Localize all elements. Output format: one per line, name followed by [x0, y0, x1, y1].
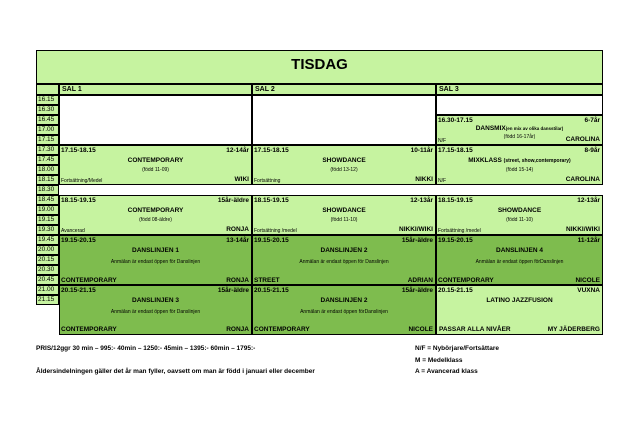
legend-a: A = Avancerad klass [415, 368, 478, 375]
class-sub: Anmälan är endast öppen för Danslinjen [299, 259, 389, 265]
class-sub: Anmälan är endast öppen för Danslinjen [110, 259, 201, 265]
class-age: VUXNA [577, 287, 600, 294]
class-sub: (född 13-12) [330, 167, 358, 173]
time-slot: 19.30 [36, 225, 59, 235]
time-slot: 19.00 [36, 205, 59, 215]
time-slot: 16.15 [36, 95, 59, 105]
class-card[interactable] [436, 235, 603, 285]
time-slot: 18.30 [36, 185, 59, 195]
class-time: 18.15-19.15 [438, 197, 473, 204]
class-name: DANSMIX(en mix av olika dansstilar) [475, 125, 564, 132]
class-age: 15år-äldre [401, 287, 433, 294]
class-name: SHOWDANCE [322, 157, 366, 164]
class-name: DANSLINJEN 2 [320, 247, 368, 254]
time-slot: 17.15 [36, 135, 59, 145]
time-slot: 20.00 [36, 245, 59, 255]
time-slot: 18.15 [36, 175, 59, 185]
class-name: DANSLINJEN 1 [132, 247, 179, 254]
time-slot: 18.45 [36, 195, 59, 205]
time-slot: 16.45 [36, 115, 59, 125]
class-teacher: NIKKI [415, 176, 433, 183]
class-level: Fortsättning /medel [254, 228, 297, 234]
class-name: DANSLINJEN 4 [496, 247, 543, 254]
time-slot: 18.00 [36, 165, 59, 175]
class-time: 20.15-21.15 [254, 287, 289, 294]
class-card[interactable] [436, 145, 603, 185]
class-age: 15år-äldre [401, 237, 433, 244]
class-card[interactable] [59, 195, 252, 235]
class-time: 18.15-19.15 [61, 197, 96, 204]
class-style: CONTEMPORARY [61, 326, 117, 333]
class-level: Fortsättning /medel [438, 228, 481, 234]
time-slot: 17.45 [36, 155, 59, 165]
class-time: 16.30-17.15 [438, 117, 473, 124]
class-sub: (född 15-14) [505, 167, 534, 173]
class-teacher: RONJA [226, 326, 249, 333]
class-name: MIXKLASS (street, show,contemporary) [468, 157, 571, 164]
sal-1-empty [59, 95, 252, 145]
sal-3-header: SAL 3 [436, 84, 603, 95]
class-name: DANSLINJEN 3 [132, 297, 179, 304]
class-teacher: CAROLINA [565, 136, 600, 143]
class-card[interactable] [252, 235, 436, 285]
class-age: 12-14år [226, 147, 249, 154]
class-name: LATINO JAZZFUSION [486, 297, 553, 304]
time-slot: 21.15 [36, 295, 59, 305]
class-sub: (född 16-17år) [503, 134, 536, 140]
class-time: 17.15-18.15 [254, 147, 289, 154]
class-card[interactable] [436, 115, 603, 145]
class-card[interactable] [252, 195, 436, 235]
class-style: CONTEMPORARY [61, 277, 117, 284]
class-style: STREET [254, 277, 280, 284]
class-sub: (född 11-09) [142, 167, 169, 173]
class-name: CONTEMPORARY [127, 207, 184, 214]
day-header [36, 50, 603, 84]
time-slot: 17.30 [36, 145, 59, 155]
class-style: CONTEMPORARY [254, 326, 310, 333]
class-age: 8-9år [584, 147, 600, 154]
class-time: 19.15-20.15 [438, 237, 473, 244]
class-level: N/F [438, 178, 447, 184]
page-title: TISDAG [291, 56, 348, 73]
class-card[interactable] [436, 285, 603, 335]
sal-corner [36, 84, 59, 95]
class-teacher: RONJA [226, 226, 249, 233]
class-name: SHOWDANCE [322, 207, 366, 214]
sal-3-empty [436, 95, 603, 115]
class-card[interactable] [59, 285, 252, 335]
class-level: Fortsättning/Medel [61, 178, 103, 184]
class-time: 20.15-21.15 [438, 287, 473, 294]
class-teacher: NICOLE [575, 277, 600, 284]
time-slot: 19.45 [36, 235, 59, 245]
class-teacher: ADRIAN [407, 277, 433, 284]
class-level: Fortsättning [254, 178, 281, 184]
class-time: 20.15-21.15 [61, 287, 96, 294]
class-teacher: NICOLE [408, 326, 433, 333]
class-age: 10-11år [410, 147, 433, 154]
class-teacher: CAROLINA [565, 176, 600, 183]
class-sub: (född 11-10) [330, 217, 358, 223]
class-level: Avancerad [61, 228, 85, 234]
sal-2-empty [252, 95, 436, 145]
time-slot: 20.30 [36, 265, 59, 275]
sal-1-header: SAL 1 [59, 84, 252, 95]
class-time: 18.15-19.15 [254, 197, 289, 204]
class-card[interactable] [59, 145, 252, 185]
class-teacher: NIKKI/WIKI [566, 226, 600, 233]
class-sub: Anmälan är endast öppen för Danslinjen [110, 309, 201, 315]
time-slot: 16.30 [36, 105, 59, 115]
legend-nf: N/F = Nybörjare/Fortsättare [415, 345, 499, 352]
time-slot: 17.00 [36, 125, 59, 135]
class-time: 17.15-18.15 [61, 147, 96, 154]
class-style: CONTEMPORARY [438, 277, 494, 284]
class-card[interactable] [436, 195, 603, 235]
class-card[interactable] [252, 285, 436, 335]
class-sub: (född 08-äldre) [139, 217, 172, 223]
class-teacher: RONJA [226, 277, 249, 284]
class-teacher: MY JÄDERBERG [547, 326, 600, 333]
class-age: 11-12år [577, 237, 600, 244]
class-card[interactable] [252, 145, 436, 185]
time-slot: 20.15 [36, 255, 59, 265]
class-teacher: NIKKI/WIKI [399, 226, 433, 233]
class-age: 13-14år [226, 237, 249, 244]
class-age: 15år-äldre [217, 197, 249, 204]
class-time: 19.15-20.15 [61, 237, 96, 244]
class-time: 19.15-20.15 [254, 237, 289, 244]
time-slot: 21.00 [36, 285, 59, 295]
class-card[interactable] [59, 235, 252, 285]
time-slot: 19.15 [36, 215, 59, 225]
class-sub: (född 11-10) [506, 217, 533, 223]
class-sub: Anmälan är endast öppen förDanslinjen [475, 259, 564, 265]
class-time: 17.15-18.15 [438, 147, 473, 154]
class-name: DANSLINJEN 2 [320, 297, 368, 304]
class-sub: Anmälan är endast öppen förDanslinjen [300, 309, 388, 315]
class-name: SHOWDANCE [497, 207, 542, 214]
class-age: 12-13år [577, 197, 600, 204]
class-age: 15år-äldre [217, 287, 249, 294]
legend-m: M = Medelklass [415, 357, 463, 364]
class-name: CONTEMPORARY [127, 157, 184, 164]
age-rule: Åldersindelningen gäller det år man fyller, oavsett om man är född i januari eller december [36, 368, 315, 375]
class-style: PASSAR ALLA NIVÅER [439, 326, 511, 333]
time-slot: 20.45 [36, 275, 59, 285]
class-teacher: WIKI [234, 176, 249, 183]
sal-2-header: SAL 2 [252, 84, 436, 95]
price-list: PRIS/12ggr 30 min – 995:- 40min – 1250:- 45min – 1395:- 60min – 1795:- [36, 345, 256, 352]
class-age: 6-7år [584, 117, 600, 124]
class-level: N/F [438, 138, 447, 144]
class-age: 12-13år [410, 197, 433, 204]
